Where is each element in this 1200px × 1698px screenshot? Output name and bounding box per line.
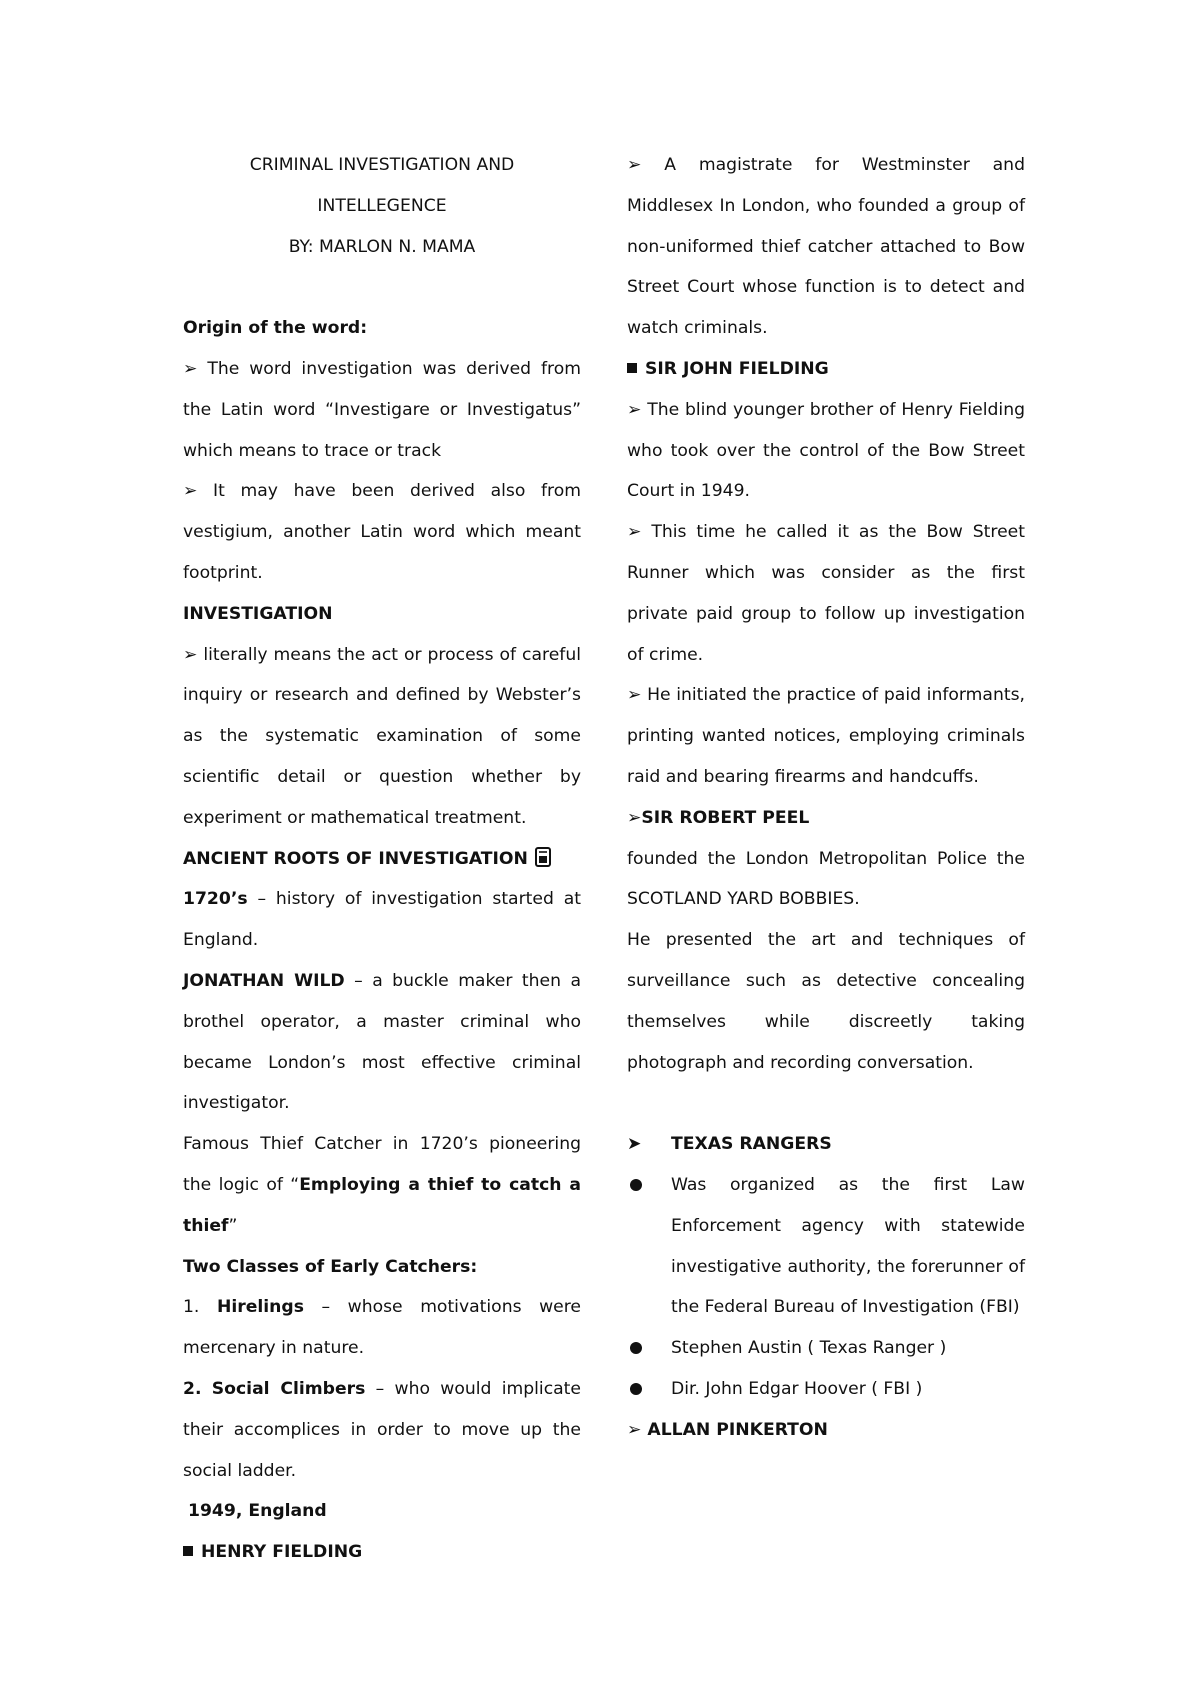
investigation-paragraph xyxy=(183,635,581,839)
john-fielding-paragraph-3 xyxy=(627,675,1025,797)
john-fielding-paragraph-1 xyxy=(627,390,1025,512)
year-1720-text: – history of investigation started at England. xyxy=(183,889,581,951)
texas-rangers-text-3: Dir. John Edgar Hoover ( FBI ) xyxy=(671,1378,923,1399)
arrow-bullet-icon: ➢ xyxy=(627,807,642,828)
class-2-paragraph xyxy=(183,1369,581,1491)
john-fielding-paragraph-2 xyxy=(627,512,1025,675)
arrow-bullet-icon: ➢ xyxy=(183,358,198,379)
document-author: BY: MARLON N. MAMA xyxy=(288,236,476,257)
jonathan-wild-text: – a buckle maker then a brothel operator, a master criminal who became London’s most effective criminal investigator. xyxy=(183,970,581,1114)
john-fielding-text-1: The blind younger brother of Henry Fielding who took over the control of the Bow Street Court in 1949. xyxy=(627,399,1025,502)
class-2-name: Social Climbers xyxy=(211,1378,366,1399)
round-bullet-icon xyxy=(630,1383,642,1395)
origin-text-2: It may have been derived also from vestigium, another Latin word which meant footprint. xyxy=(183,481,581,583)
robert-peel-heading xyxy=(627,798,1025,839)
texas-rangers-item-1 xyxy=(627,1165,1025,1328)
allan-pinkerton-heading xyxy=(627,1410,1025,1451)
investigation-heading: INVESTIGATION xyxy=(183,603,333,624)
ancient-roots-heading xyxy=(183,839,581,880)
left-column xyxy=(183,145,581,1573)
henry-fielding-heading xyxy=(183,1532,581,1573)
class-2-text: – who would implicate their accomplices in order to move up the social ladder. xyxy=(183,1378,581,1481)
document-icon xyxy=(534,847,552,867)
document-title-line-2: INTELLEGENCE xyxy=(317,195,447,216)
famous-thief-text: Famous Thief Catcher in 1720’s pioneering the logic of “ xyxy=(183,1134,581,1195)
spacer xyxy=(627,1083,1025,1124)
square-bullet-icon xyxy=(183,1546,193,1556)
famous-thief-quote: Employing a thief to catch a thief xyxy=(183,1174,581,1236)
famous-thief-end: ” xyxy=(228,1215,238,1236)
john-fielding-text-3: He initiated the practice of paid informants, printing wanted notices, employing criminals raid and bearing firearms and handcuffs. xyxy=(627,685,1025,787)
class-1-paragraph xyxy=(183,1287,581,1369)
document-title-line-1: CRIMINAL INVESTIGATION AND xyxy=(249,155,515,175)
round-bullet-icon xyxy=(630,1179,642,1191)
arrow-bullet-icon: ➢ xyxy=(627,399,642,420)
robert-peel-paragraph-2: He presented the art and techniques of surveillance such as detective concealing themselves while discreetly taking photograph and recording conversation. xyxy=(627,930,1025,1073)
texas-rangers-title: TEXAS RANGERS xyxy=(671,1134,832,1155)
robert-peel-title: SIR ROBERT PEEL xyxy=(641,807,810,828)
year-1949-heading: 1949, England xyxy=(188,1501,327,1522)
john-fielding-text-2: This time he called it as the Bow Street Runner which was consider as the first private paid group to follow up investigation of crime. xyxy=(627,522,1025,665)
arrow-bullet-icon: ➢ xyxy=(627,685,642,706)
texas-rangers-text-1: Was organized as the first Law Enforcement agency with statewide investigative authority, the forerunner of the Federal Bureau of Investigation (FBI) xyxy=(671,1174,1025,1318)
origin-heading: Origin of the word: xyxy=(183,318,368,339)
class-2-number: 2. xyxy=(183,1378,202,1399)
arrow-bullet-icon: ➢ xyxy=(627,1419,642,1440)
john-fielding-title: SIR JOHN FIELDING xyxy=(645,358,829,379)
year-1720-label: 1720’s xyxy=(183,889,248,910)
robert-peel-paragraph-1: founded the London Metropolitan Police the SCOTLAND YARD BOBBIES. xyxy=(627,848,1025,910)
texas-rangers-item-2 xyxy=(627,1328,1025,1369)
henry-fielding-title: HENRY FIELDING xyxy=(201,1542,363,1563)
allan-pinkerton-title: ALLAN PINKERTON xyxy=(647,1419,828,1440)
right-column xyxy=(627,145,1025,1451)
class-1-number: 1. xyxy=(183,1297,200,1318)
texas-rangers-heading xyxy=(627,1124,1025,1165)
famous-thief-paragraph xyxy=(183,1124,581,1246)
classes-heading: Two Classes of Early Catchers: xyxy=(183,1256,478,1277)
arrow-bullet-icon: ➤ xyxy=(627,1134,642,1155)
john-fielding-heading xyxy=(627,349,1025,390)
arrow-bullet-icon: ➢ xyxy=(627,522,642,543)
class-1-text: – whose motivations were mercenary in nature. xyxy=(183,1297,581,1359)
ancient-roots-text: ANCIENT ROOTS OF INVESTIGATION xyxy=(183,848,528,869)
jonathan-wild-name: JONATHAN WILD xyxy=(183,970,345,991)
spacer xyxy=(183,267,581,308)
year-1720-paragraph xyxy=(183,879,581,961)
jonathan-wild-paragraph xyxy=(183,961,581,1124)
arrow-bullet-icon: ➢ xyxy=(183,481,198,502)
henry-fielding-text: A magistrate for Westminster and Middlesex In London, who founded a group of non-uniformed thief catcher attached to Bow Street Court whose function is to detect and watch criminals. xyxy=(627,155,1025,339)
henry-fielding-paragraph xyxy=(627,145,1025,349)
origin-paragraph-1 xyxy=(183,349,581,471)
round-bullet-icon xyxy=(630,1342,642,1354)
arrow-bullet-icon: ➢ xyxy=(627,155,642,175)
origin-paragraph-2 xyxy=(183,471,581,593)
texas-rangers-text-2: Stephen Austin ( Texas Ranger ) xyxy=(671,1338,947,1359)
investigation-text: literally means the act or process of careful inquiry or research and defined by Webster’s as the systematic examination of some scientific detail or question whether by experiment or mathematical treatment. xyxy=(183,644,581,828)
texas-rangers-item-3 xyxy=(627,1369,1025,1410)
arrow-bullet-icon: ➢ xyxy=(183,644,198,665)
square-bullet-icon xyxy=(627,363,637,373)
class-1-name: Hirelings xyxy=(216,1297,304,1318)
origin-text-1: The word investigation was derived from the Latin word “Investigare or Investigatus” which means to trace or track xyxy=(183,358,581,461)
